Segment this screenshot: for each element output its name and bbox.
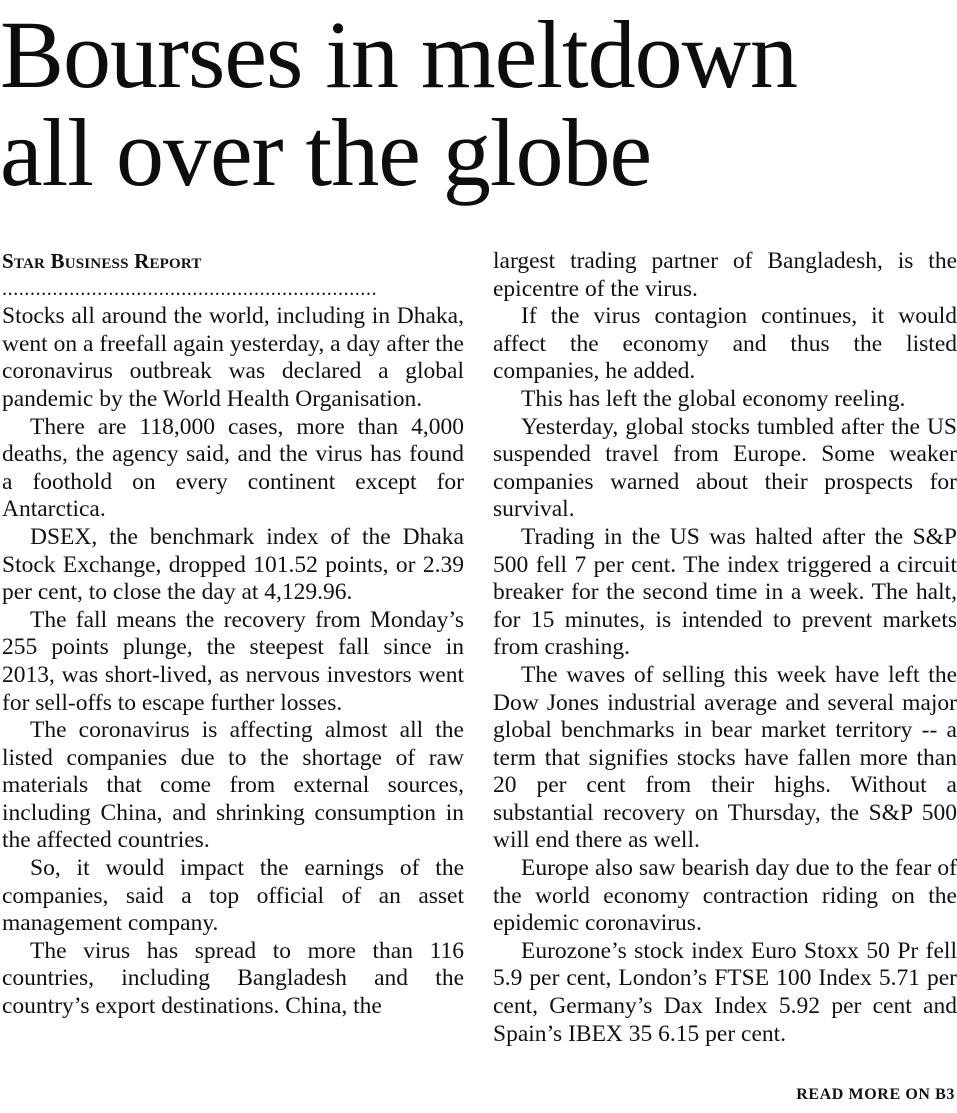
article-paragraph: Stocks all around the world, including in Dhaka, went on a freefall again yesterday, a day after the coronavirus outbreak was declared a global pandemic by the World Health Organisation. — [2, 303, 464, 412]
article-column-right — [493, 248, 957, 1048]
byline: Star Business Report — [2, 249, 202, 273]
article-paragraph: The waves of selling this week have left the Dow Jones industrial average and several major global benchmarks in bear market territory -- a term that signifies stocks have fallen more than 20 per cent from their highs. Without a substantial recovery on Thursday, the S&P 500 will end there as well. — [493, 661, 957, 854]
article-paragraph: The coronavirus is affecting almost all the listed companies due to the shortage of raw materials that come from external sources, including China, and shrinking consumption in the affected countries. — [2, 717, 464, 854]
article-paragraph: Europe also saw bearish day due to the fear of the world economy contraction riding on the epidemic coronavirus. — [493, 855, 957, 937]
headline — [0, 1, 957, 206]
article-paragraph: DSEX, the benchmark index of the Dhaka Stock Exchange, dropped 101.52 points, or 2.39 per cent, to close the day at 4,129.96. — [2, 523, 464, 606]
article-paragraph: Eurozone’s stock index Euro Stoxx 50 Pr fell 5.9 per cent, London’s FTSE 100 Index 5.71 per cent, Germany’s Dax Index 5.92 per cent and Spain’s IBEX 35 6.15 per cent. — [493, 937, 957, 1047]
article-paragraph: There are 118,000 cases, more than 4,000 deaths, the agency said, and the virus has found a foothold on every continent except for Antarctica. — [2, 413, 464, 523]
article-paragraph: So, it would impact the earnings of the companies, said a top official of an asset management company. — [2, 855, 464, 937]
article-paragraph: Trading in the US was halted after the S&P 500 fell 7 per cent. The index triggered a circuit breaker for the second time in a week. The halt, for 15 minutes, is intended to prevent markets from crashing. — [493, 523, 957, 661]
byline-separator: ................................................................... — [2, 277, 378, 300]
article-column-left — [2, 248, 464, 1021]
headline-line-1: Bourses in meltdown — [0, 1, 797, 108]
read-more-link[interactable]: READ MORE ON B3 — [796, 1086, 955, 1103]
article-paragraph: largest trading partner of Bangladesh, is the epicentre of the virus. — [493, 248, 957, 302]
article-paragraph: The virus has spread to more than 116 countries, including Bangladesh and the country’s export destinations. China, the — [2, 937, 464, 1020]
article-paragraph: The fall means the recovery from Monday’s 255 points plunge, the steepest fall since in 2013, was short-lived, as nervous investors went for sell-offs to escape further losses. — [2, 606, 464, 716]
article-paragraph: If the virus contagion continues, it would affect the economy and thus the listed companies, he added. — [493, 303, 957, 385]
headline-line-2: all over the globe — [0, 99, 652, 206]
article-paragraph: This has left the global economy reeling. — [521, 385, 906, 412]
article-paragraph: Yesterday, global stocks tumbled after the US suspended travel from Europe. Some weaker companies warned about their prospects for survival. — [493, 413, 957, 523]
